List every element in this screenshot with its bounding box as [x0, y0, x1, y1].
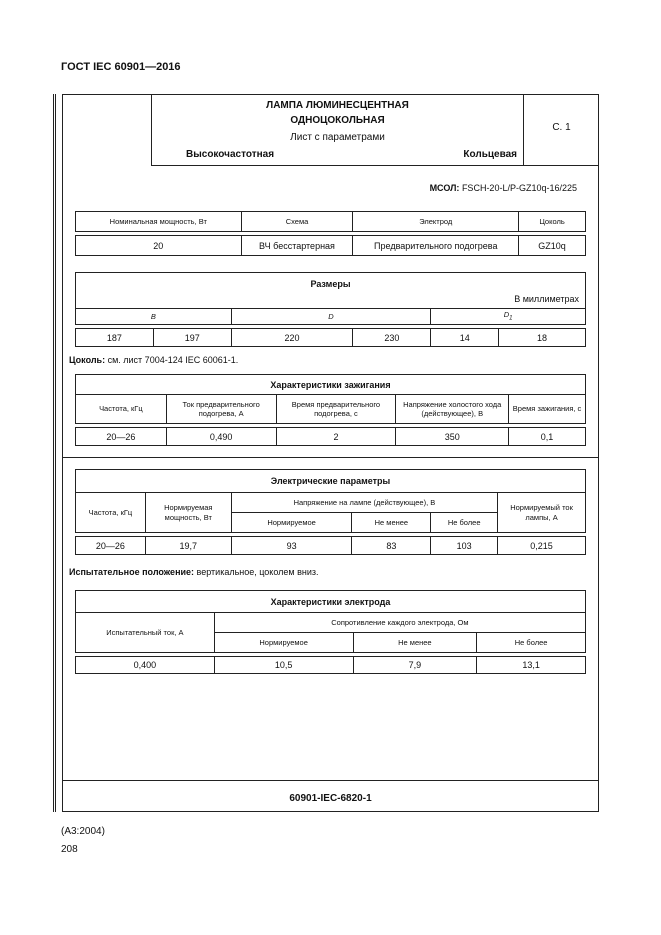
header-circuit: Схема — [241, 212, 353, 232]
dim-group-d1-sub: 1 — [509, 315, 513, 322]
value-circuit: ВЧ бесстартерная — [241, 236, 353, 256]
header-cap: Цоколь — [519, 212, 586, 232]
electrical-header-voltage: Напряжение на лампе (действующее), В — [231, 493, 497, 513]
header-power: Номинальная мощность, Вт — [76, 212, 242, 232]
title-block — [152, 94, 524, 166]
electrical-value-frequency: 20—26 — [76, 537, 146, 555]
sheet-number: С. 1 — [552, 122, 571, 133]
dimensions-caption-cell — [76, 273, 586, 309]
ignition-table — [75, 374, 586, 446]
cap-note — [69, 355, 238, 365]
dim-value-6: 18 — [499, 329, 586, 347]
dim-value-1: 187 — [76, 329, 154, 347]
margin-bar — [53, 94, 56, 812]
electrode-value-max: 13,1 — [477, 657, 586, 674]
electrical-sub-nominal: Нормируемое — [231, 513, 352, 533]
dim-value-3: 220 — [231, 329, 353, 347]
test-position-label: Испытательное положение: — [69, 567, 195, 577]
electrode-sub-nominal: Нормируемое — [214, 633, 353, 653]
electrical-value-voltage-max: 103 — [431, 537, 498, 555]
ignition-value-frequency: 20—26 — [76, 428, 167, 446]
electrode-caption: Характеристики электрода — [76, 591, 586, 613]
ignition-header-preheat-time: Время предварительного подогрева, с — [276, 395, 396, 424]
electrical-value-voltage-min: 83 — [352, 537, 431, 555]
dimensions-caption: Размеры — [310, 279, 351, 289]
dim-value-5: 14 — [431, 329, 499, 347]
standard-header: ГОСТ IEC 60901—2016 — [61, 61, 181, 73]
electrical-value-power: 19,7 — [145, 537, 231, 555]
lamp-type-right: Кольцевая — [463, 149, 517, 160]
title-left-cell — [62, 94, 152, 166]
electrical-table — [75, 469, 586, 555]
cap-note-text: см. лист 7004-124 IEC 60061-1. — [105, 355, 239, 365]
dimensions-table — [75, 272, 586, 347]
electrode-value-test-current: 0,400 — [76, 657, 215, 674]
main-parameters-table — [75, 211, 586, 256]
ignition-header-ignition-time: Время зажигания, с — [509, 395, 586, 424]
electrode-value-min: 7,9 — [353, 657, 477, 674]
footer-divider — [62, 780, 599, 781]
electrical-value-current: 0,215 — [498, 537, 586, 555]
electrical-header-frequency: Частота, кГц — [76, 493, 146, 533]
dimensions-unit: В миллиметрах — [514, 294, 579, 304]
electrode-header-resistance: Сопротивление каждого электрода, Ом — [214, 613, 585, 633]
value-electrode: Предварительного подогрева — [353, 236, 519, 256]
mcol-designation — [430, 183, 577, 193]
dim-group-d1-letter: D — [503, 310, 510, 319]
dim-value-4: 230 — [353, 329, 431, 347]
dim-group-d: D — [231, 309, 431, 325]
electrical-sub-max: Не более — [431, 513, 498, 533]
test-position-text: вертикальное, цоколем вниз. — [194, 567, 319, 577]
ignition-value-preheat-time: 2 — [276, 428, 396, 446]
cap-note-label: Цоколь: — [69, 355, 106, 365]
electrode-sub-max: Не более — [477, 633, 586, 653]
ignition-value-ignition-time: 0,1 — [509, 428, 586, 446]
ignition-caption: Характеристики зажигания — [76, 375, 586, 395]
title-line-1: ЛАМПА ЛЮМИНЕСЦЕНТНАЯ — [266, 100, 409, 111]
ignition-header-preheat-current: Ток предварительного подогрева, А — [166, 395, 276, 424]
electrical-header-power: Нормируемая мощность, Вт — [145, 493, 231, 533]
ignition-header-frequency: Частота, кГц — [76, 395, 167, 424]
lamp-type-left: Высокочастотная — [186, 149, 275, 160]
dim-group-d1 — [431, 309, 586, 325]
page-number: 208 — [61, 844, 78, 855]
electrode-value-nominal: 10,5 — [214, 657, 353, 674]
title-line-2: ОДНОЦОКОЛЬНАЯ — [290, 115, 385, 126]
ignition-value-preheat-current: 0,490 — [166, 428, 276, 446]
electrical-caption: Электрические параметры — [76, 470, 586, 493]
electrode-sub-min: Не менее — [353, 633, 477, 653]
header-electrode: Электрод — [353, 212, 519, 232]
dim-value-2: 197 — [153, 329, 231, 347]
dim-group-b: B — [76, 309, 232, 325]
test-position-note — [69, 567, 319, 577]
sheet-number-cell — [524, 94, 599, 166]
value-power: 20 — [76, 236, 242, 256]
sheet-code: 60901-IEC-6820-1 — [289, 793, 372, 804]
electrode-header-test-current: Испытательный ток, А — [76, 613, 215, 653]
electrical-value-voltage-nominal: 93 — [231, 537, 352, 555]
mcol-value: FSCH-20-L/P-GZ10q-16/225 — [459, 183, 577, 193]
sheet-frame — [62, 94, 599, 812]
section-divider — [62, 457, 599, 458]
ignition-header-open-voltage: Напряжение холостого хода (действующее), В — [396, 395, 509, 424]
title-subtitle: Лист с параметрами — [290, 132, 385, 143]
amendment-note: (А3:2004) — [61, 826, 105, 837]
electrode-table — [75, 590, 586, 674]
electrical-sub-min: Не менее — [352, 513, 431, 533]
ignition-value-open-voltage: 350 — [396, 428, 509, 446]
mcol-label: МСОЛ: — [429, 183, 460, 193]
electrical-header-current: Нормируемый ток лампы, А — [498, 493, 586, 533]
value-cap: GZ10q — [519, 236, 586, 256]
